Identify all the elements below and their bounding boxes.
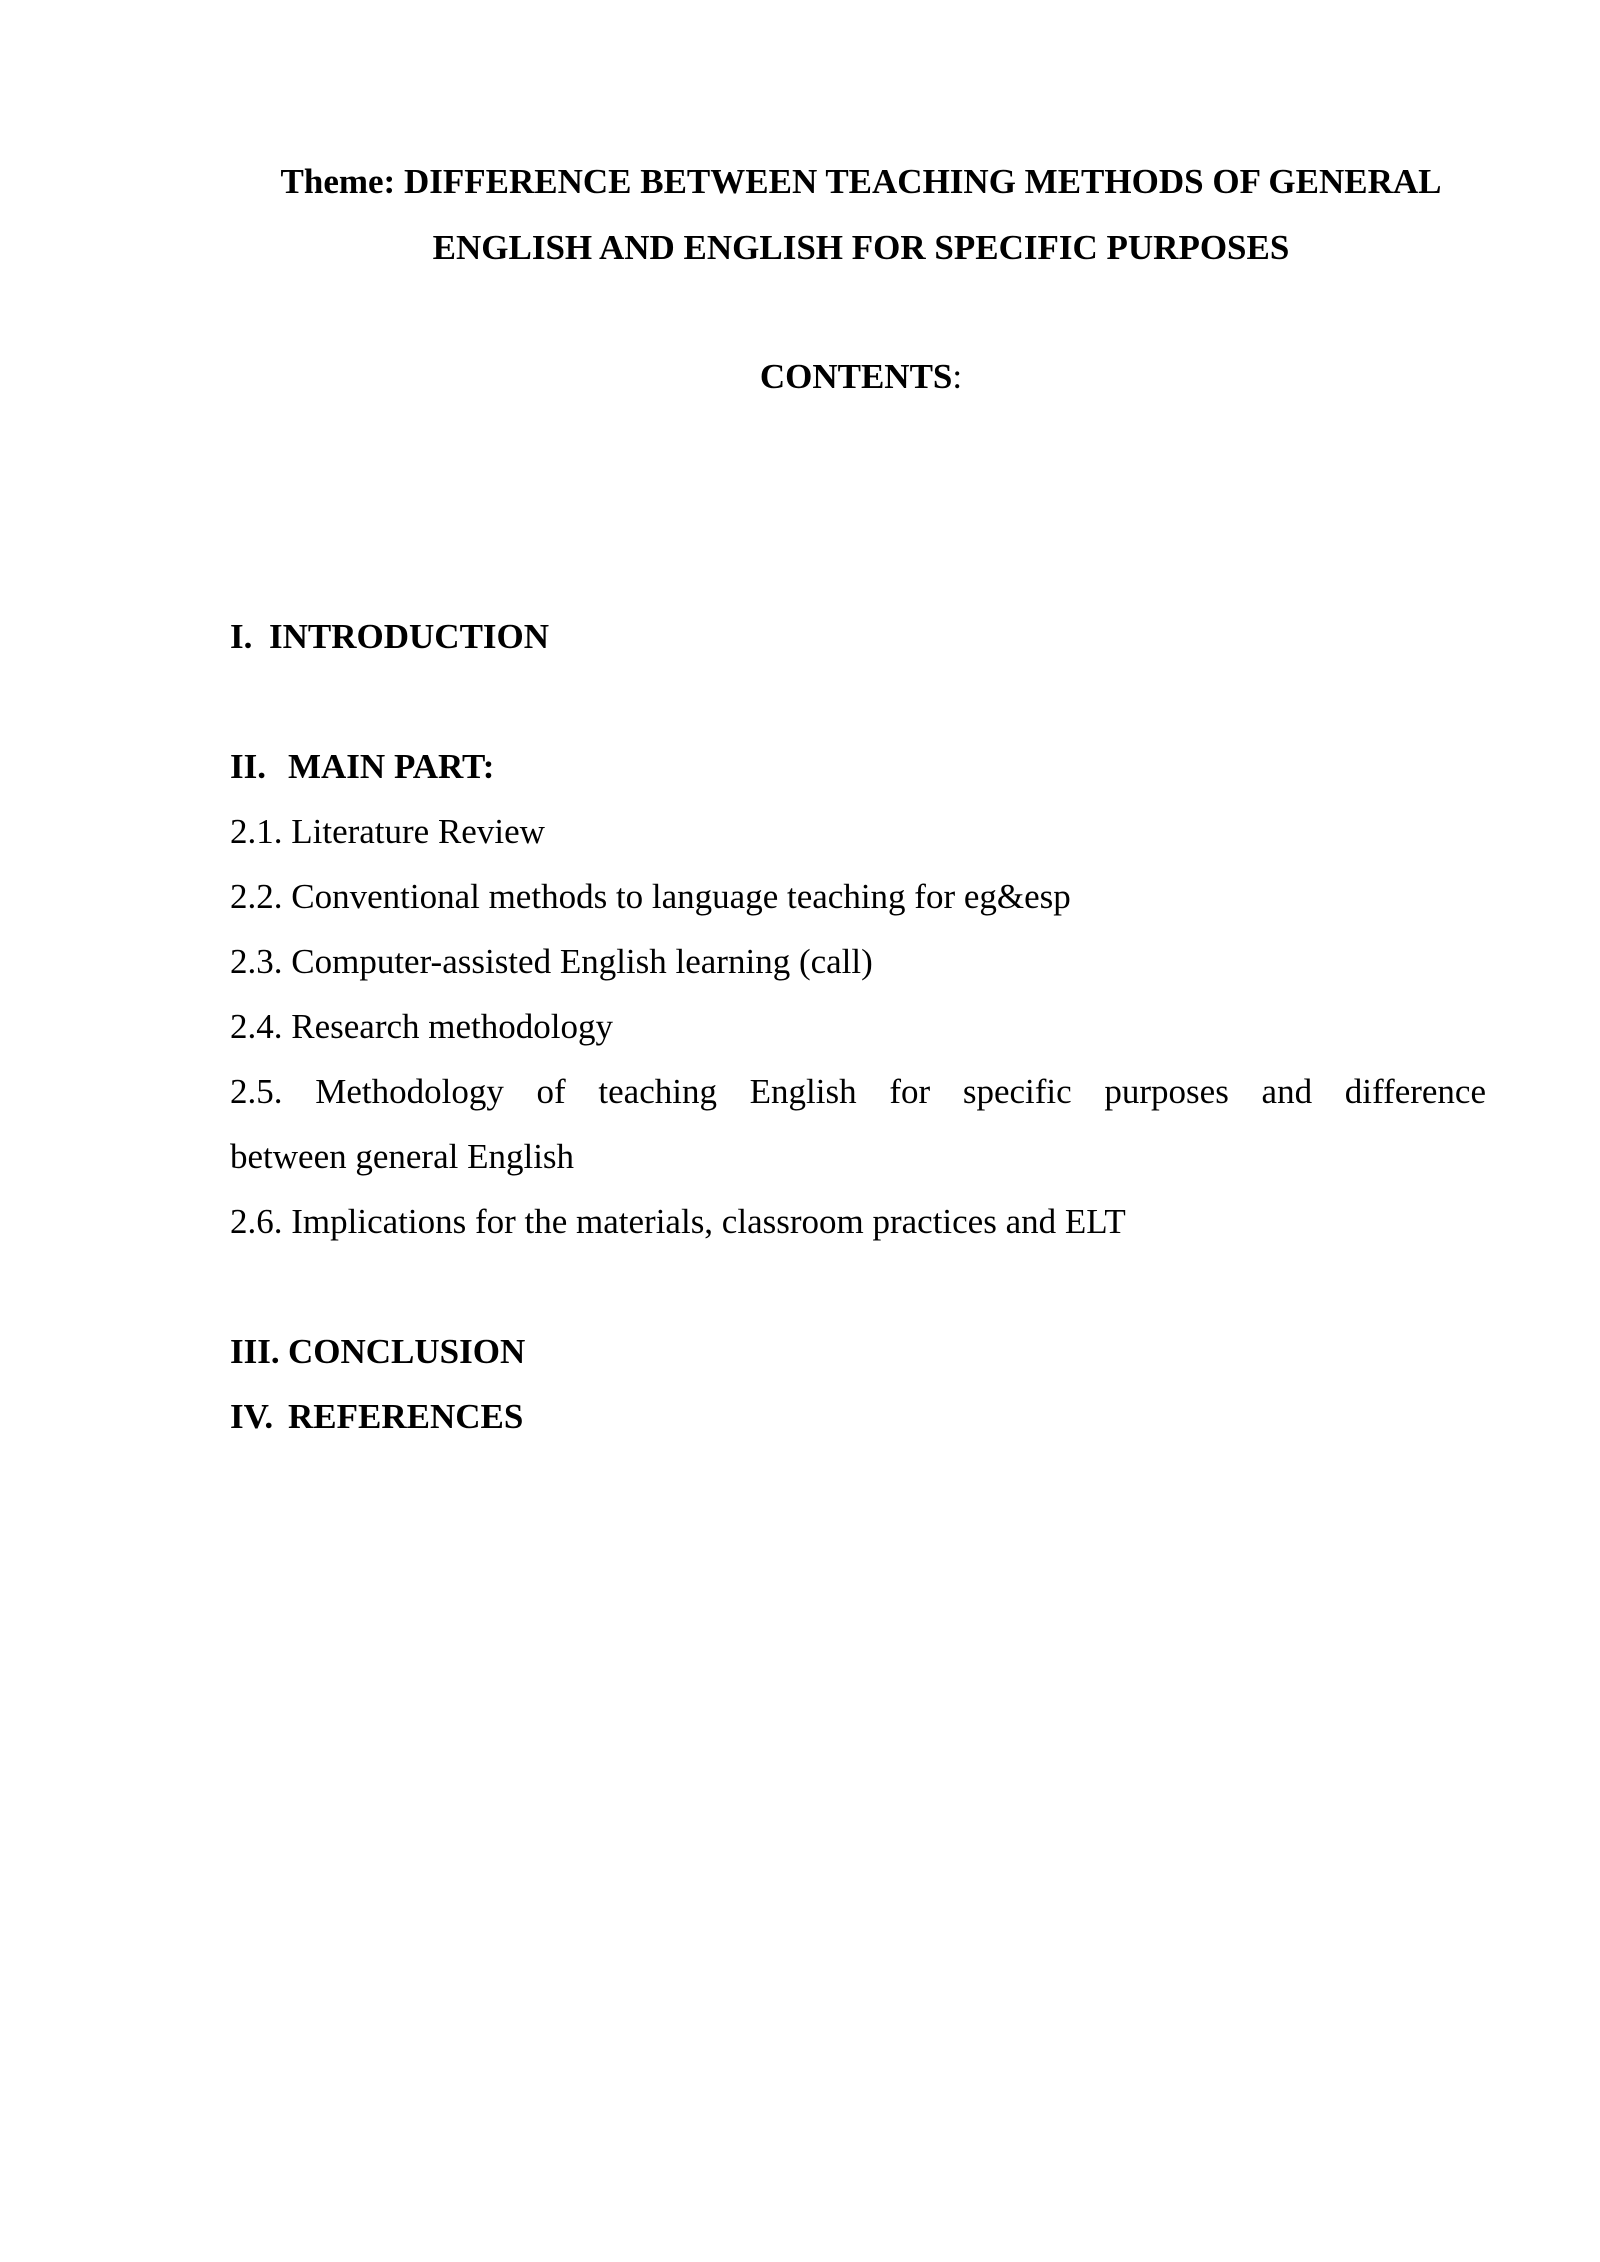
toc-numeral: III.: [230, 1332, 280, 1371]
document-title-line-1: Theme: DIFFERENCE BETWEEN TEACHING METHODS OF GENERAL: [280, 162, 1442, 201]
toc-references: [230, 1397, 523, 1437]
contents-heading: [0, 357, 1600, 397]
toc-numeral: I.: [230, 617, 253, 656]
toc-subsection: 2.5. Methodology of teaching English for specific purposes and difference: [230, 1072, 1486, 1111]
toc-label: REFERENCES: [288, 1397, 524, 1436]
toc-introduction: [230, 617, 549, 657]
toc-subsection: 2.1. Literature Review: [230, 812, 545, 851]
toc-conclusion: [230, 1332, 525, 1372]
toc-label: MAIN PART:: [288, 747, 495, 786]
contents-heading-label: CONTENTS: [759, 357, 953, 396]
toc-subsection: 2.2. Conventional methods to language teaching for eg&esp: [230, 877, 1071, 916]
toc-label: INTRODUCTION: [269, 617, 550, 656]
toc-subsection-continuation: between general English: [230, 1137, 575, 1176]
toc-main-part: [230, 747, 494, 787]
document-title-line-2: ENGLISH AND ENGLISH FOR SPECIFIC PURPOSES: [432, 228, 1290, 267]
toc-numeral: II.: [230, 747, 266, 786]
toc-subsection: 2.3. Computer-assisted English learning (call): [230, 942, 873, 981]
toc-subsection: 2.4. Research methodology: [230, 1007, 613, 1046]
toc-numeral: IV.: [230, 1397, 274, 1436]
toc-label: CONCLUSION: [288, 1332, 526, 1371]
toc-subsection: 2.6. Implications for the materials, classroom practices and ELT: [230, 1202, 1126, 1241]
contents-heading-colon: :: [952, 357, 963, 396]
